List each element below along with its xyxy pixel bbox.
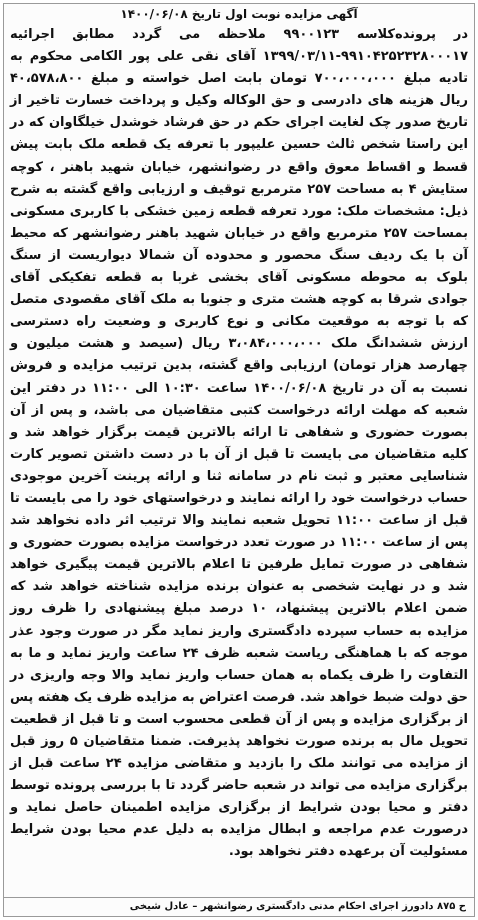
- notice-body: در پرونده‌کلاسه ۹۹۰۰۱۲۳ ملاحظه می گردد مطابق اجرائیه ۹۹۱۰۴۲۵۲۳۲۸۰۰۰۱۷-۱۳۹۹/۰۳/۱۱ آقای نقی علی پور الکامی محکوم به تادیه مبلغ ۷۰۰،۰۰۰،۰۰۰ تومان بابت اصل خواسته و مبلغ ۴۰،۵۷۸،۸۰۰ ریال هزینه های دادرسی و حق الوکاله وکیل و پرداخت خسارت تاخیر از تاریخ صدور چک لغایت اجرای حکم در حق فرشاد خوشدل خیلگاوان که در این راستا شخص ثالث حسین علیپور با تعرفه یک قطعه ملک بابت پیش قسط و اقساط معوق واقع در رضوانشهر، خیابان شهید باهنر ، کوچه ستایش ۴ به مساحت ۲۵۷ مترمربع توقیف و ارزیابی واقع گشته به شرح ذیل: مشخصات ملک: مورد تعرفه قطعه زمین خشکی با کاربری مسکونی بمساحت ۲۵۷ مترمربع واقع در خیابان شهید باهنر رضوانشهر که محیط آن با یک ردیف سنگ محصور و محدوده آن شمالا دیواریست از سنگ بلوک به محوطه مسکونی آقای بخشی غربا به قطعه تفکیکی آقای جوادی شرقا به کوچه هشت متری و جنوبا به ملک آقای مقصودی متصل که با توجه به موقعیت مکانی و نوع کاربری و وضعیت راه دسترسی ارزش ششدانگ ملک ۳،۰۸۴،۰۰۰،۰۰۰ ریال (سیصد و هشت میلیون و چهارصد هزار تومان) ارزیابی واقع گشته، بدین ترتیب مزایده و فروش نسبت به آن در تاریخ ۱۴۰۰/۰۶/۰۸ ساعت ۱۰:۳۰ الی ۱۱:۰۰ در دفتر این شعبه که مهلت ارائه درخواست کتبی متقاضیان می باشد، و پس از آن بصورت حضوری و شفاهی تا ارائه بالاترین قیمت برگزار خواهد شد و کلیه متقاضیان می بایست تا قبل از آن با در دست داشتن تصویر کارت شناسایی معتبر و ثبت نام در سامانه ثنا و ارائه پرینت آخرین موجودی حساب درخواست خود را ارائه نمایند و درخواستهای خود را می بایست تا قبل از ساعت ۱۱:۰۰ تحویل شعبه نمایند والا ترتیب اثر داده نخواهد شد پس از ساعت ۱۱:۰۰ در صورت تعدد درخواست مزایده بصورت حضوری و شفاهی در صورت تمایل طرفین تا اعلام بالاترین قیمت پیگیری خواهد شد و در نهایت شخصی به عنوان برنده مزایده شناخته خواهد شد که ضمن اعلام بالاترین پیشنهاد، ۱۰ درصد مبلغ پیشنهادی را ظرف روز مزایده به حساب سپرده دادگستری واریز نماید مگر در صورت وجود عذر موجه که با هماهنگی ریاست شعبه ظرف ۲۴ ساعت واریز نماید و ما به التفاوت را ظرف یکماه به همان حساب واریز نماید والا وجه واریزی در حق دولت ضبط خواهد شد. فرصت اعتراض به مزایده ظرف یک هفته پس از برگزاری مزایده و پس از آن قطعی محسوب است و تا قبل از قطعیت تحویل مال به برنده صورت نخواهد پذیرفت. ضمنا متقاضیان ۵ روز قبل از مزایده می توانند ملک را بازدید و متقاضی مزایده ۲۴ ساعت قبل از برگزاری مزایده می تواند در شعبه حاضر گردد تا با بررسی پرونده توسط دفتر و محیا بودن شرایط از برگزاری مزایده اطمینان حاصل نماید و درصورت عدم مراجعه و ابطال مزایده به دلیل عدم محیا بودن شرایط مسئولیت آن برعهده دفتر نخواهد بود.: [10, 27, 469, 860]
- notice-footer: ح ۸۷۵ دادورز اجرای احکام مدنی دادگستری رضوانشهر – عادل شیخی: [4, 897, 474, 916]
- auction-notice: [3, 3, 475, 917]
- notice-title: آگهی مزایده نوبت اول تاریخ ۱۴۰۰/۰۶/۰۸: [120, 7, 358, 21]
